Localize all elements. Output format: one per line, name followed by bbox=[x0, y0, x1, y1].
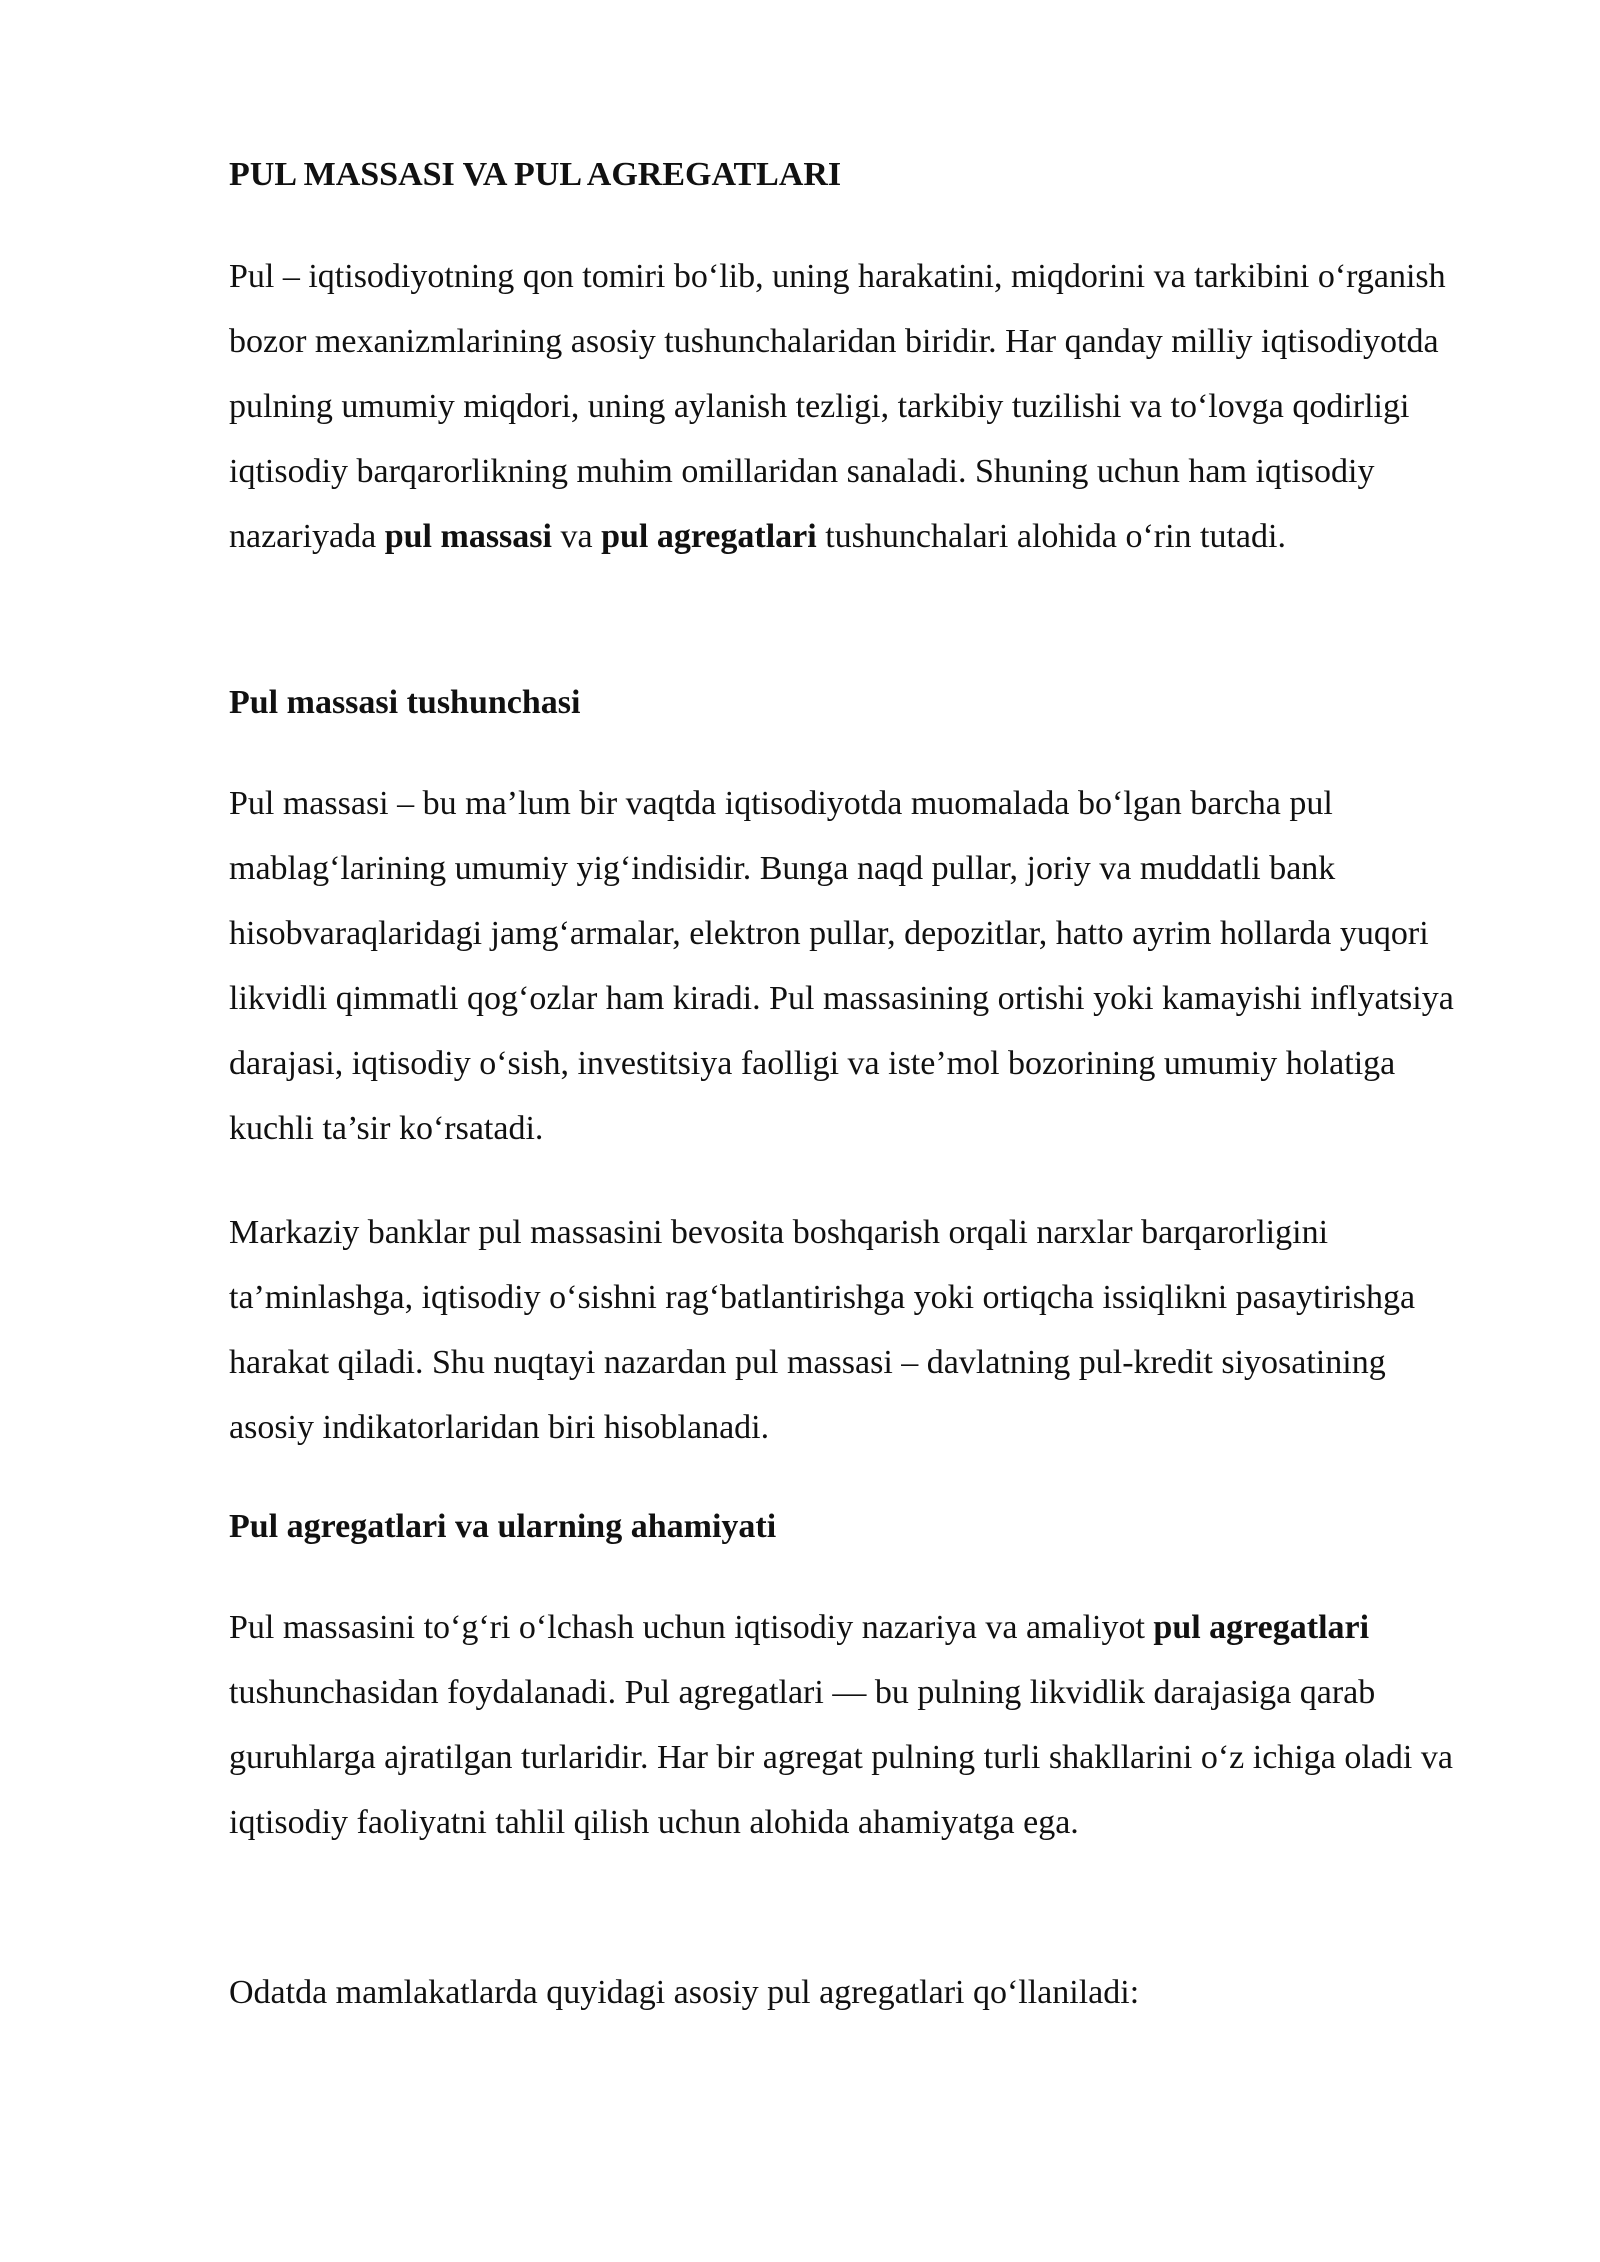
section-heading-pul-massasi: Pul massasi tushunchasi bbox=[229, 684, 581, 721]
odatda-paragraph: Odatda mamlakatlarda quyidagi asosiy pul agregatlari qo‘llaniladi: bbox=[229, 1974, 1140, 2011]
agregat-bold-pul-agregatlari: pul agregatlari bbox=[1153, 1609, 1370, 1646]
markaziy-banklar-paragraph: Markaziy banklar pul massasini bevosita boshqarish orqali narxlar barqarorligini ta’minlashga, iqtisodiy o‘sishni rag‘batlantirishga yoki ortiqcha issiqlikni pasaytirishga harakat qiladi. Shu nuqtayi nazardan pul massasi – davlatning pul-kredit siyosatining asosiy indikatorlaridan biri hisoblanadi. bbox=[229, 1214, 1416, 1446]
pul-agregatlari-paragraph bbox=[229, 1595, 1479, 1855]
section-heading-pul-agregatlari: Pul agregatlari va ularning ahamiyati bbox=[229, 1508, 777, 1545]
intro-text-3: tushunchalari alohida o‘rin tutadi. bbox=[816, 518, 1286, 555]
agregat-text-2: tushunchasidan foydalanadi. Pul agregatlari — bu pulning likvidlik darajasiga qarab guruhlarga ajratilgan turlaridir. Har bir agregat pulning turli shakllarini o‘z ichiga oladi va iqtisodiy faoliyatni tahlil qilish uchun alohida ahamiyatga ega. bbox=[229, 1674, 1453, 1841]
intro-bold-pul-agregatlari: pul agregatlari bbox=[601, 518, 817, 555]
document-title: PUL MASSASI VA PUL AGREGATLARI bbox=[229, 156, 842, 193]
pul-massasi-paragraph: Pul massasi – bu ma’lum bir vaqtda iqtisodiyotda muomalada bo‘lgan barcha pul mablag‘larining umumiy yig‘indisidir. Bunga naqd pullar, joriy va muddatli bank hisobvaraqlaridagi jamg‘armalar, elektron pullar, depozitlar, hatto ayrim hollarda yuqori likvidli qimmatli qog‘ozlar ham kiradi. Pul massasining ortishi yoki kamayishi inflyatsiya darajasi, iqtisodiy o‘sish, investitsiya faolligi va iste’mol bozorining umumiy holatiga kuchli ta’sir ko‘rsatadi. bbox=[229, 785, 1454, 1147]
intro-text-1: Pul – iqtisodiyotning qon tomiri bo‘lib, uning harakatini, miqdorini va tarkibini o‘rganish bozor mexanizmlarining asosiy tushunchalaridan biridir. Har qanday milliy iqtisodiyotda pulning umumiy miqdori, uning aylanish tezligi, tarkibiy tuzilishi va to‘lovga qodirligi iqtisodiy barqarorlikning muhim omillaridan sanaladi. Shuning uchun ham iqtisodiy nazariyada bbox=[229, 258, 1446, 555]
agregat-text-1: Pul massasini to‘g‘ri o‘lchash uchun iqtisodiy nazariya va amaliyot bbox=[229, 1609, 1154, 1646]
intro-bold-pul-massasi: pul massasi bbox=[384, 518, 552, 555]
intro-paragraph bbox=[229, 244, 1479, 569]
intro-text-2: va bbox=[551, 518, 602, 555]
